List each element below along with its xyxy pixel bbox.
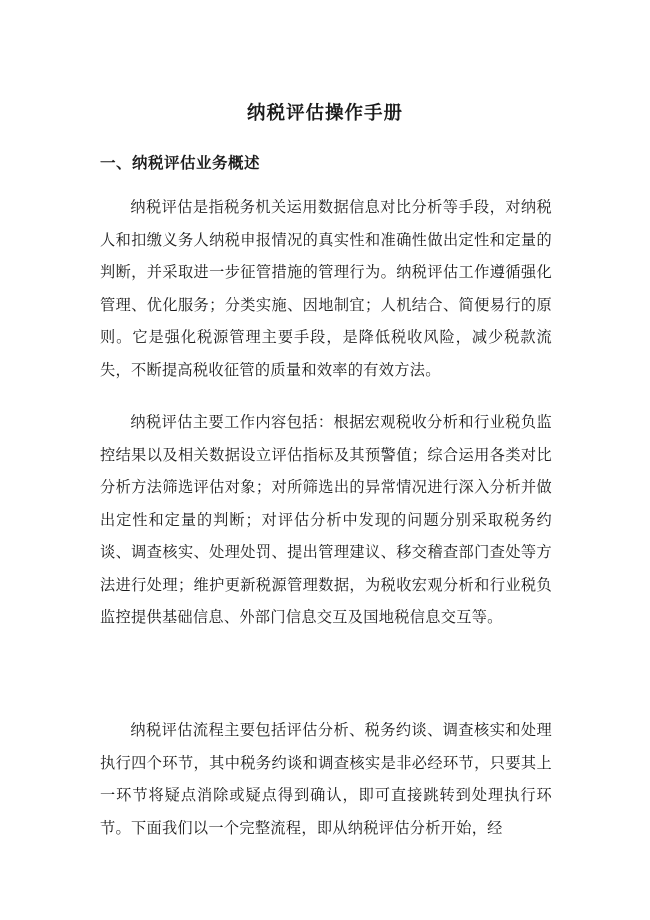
section-heading: 一、纳税评估业务概述 <box>100 154 261 172</box>
body-paragraph-1: 纳税评估是指税务机关运用数据信息对比分析等手段，对纳税人和扣缴义务人纳税申报情况的真实性和准确性做出定性和定量的判断，并采取进一步征管措施的管理行为。纳税评估工作遵循强化管理、优化服务；分类实施、因地制宜；人机结合、简便易行的原则。它是强化税源管理主要手段，是降低税收风险，减少税款流失，不断提高税收征管的质量和效率的有效方法。 <box>100 198 552 379</box>
body-paragraph-2: 纳税评估主要工作内容包括：根据宏观税收分析和行业税负监控结果以及相关数据设立评估指标及其预警值；综合运用各类对比分析方法筛选评估对象；对所筛选出的异常情况进行深入分析并做出定性和定量的判断；对评估分析中发现的问题分别采取税务约谈、调查核实、处理处罚、提出管理建议、移交稽查部门查处等方法进行处理；维护更新税源管理数据，为税收宏观分析和行业税负监控提供基础信息、外部门信息交互及国地税信息交互等。 <box>100 413 552 626</box>
body-paragraph-3: 纳税评估流程主要包括评估分析、税务约谈、调查核实和处理执行四个环节，其中税务约谈和调查核实是非必经环节，只要其上一环节将疑点消除或疑点得到确认，即可直接跳转到处理执行环节。下面我们以一个完整流程，即从纳税评估分析开始，经 <box>100 721 552 837</box>
document-title: 纳税评估操作手册 <box>246 103 403 124</box>
